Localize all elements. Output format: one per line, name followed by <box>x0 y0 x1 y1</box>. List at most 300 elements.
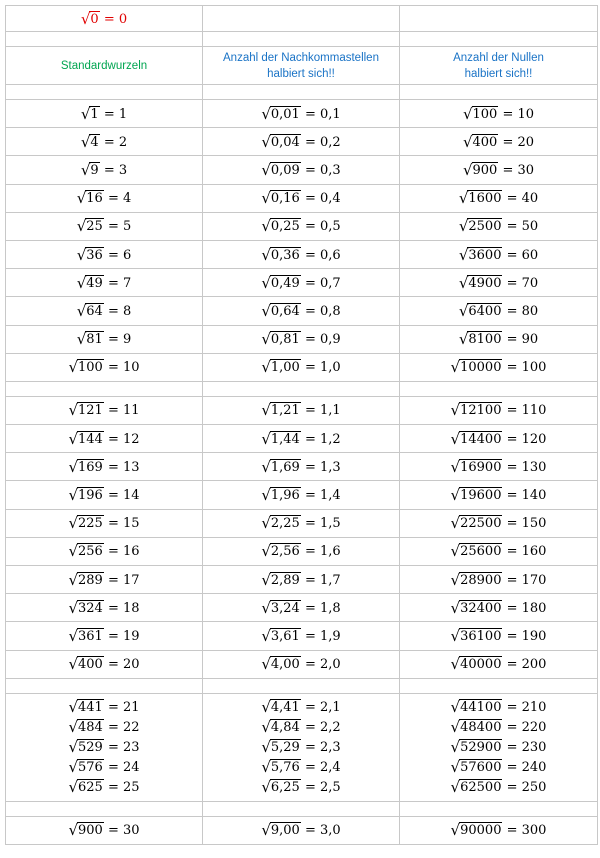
decimal-root-expression <box>261 541 340 561</box>
decimal-root-expression <box>261 654 340 674</box>
standard-root-cell <box>6 650 203 678</box>
standard-root-expression <box>68 777 139 797</box>
sqrt-zero-cell <box>6 6 203 32</box>
standard-root-cell <box>6 425 203 453</box>
radical-sign: √ <box>450 778 461 797</box>
decimal-root-cell <box>203 650 400 678</box>
standard-root-cell <box>6 128 203 156</box>
radical-sign: √ <box>76 330 87 349</box>
hundreds-root-expression <box>463 160 534 180</box>
hundreds-root-cell <box>400 425 598 453</box>
result: = 0,3 <box>300 162 341 178</box>
radical-sign: √ <box>261 542 271 561</box>
radical-sign: √ <box>450 457 461 476</box>
radicand: 0,25 <box>270 219 300 235</box>
result: = 3 <box>99 162 128 178</box>
radical-sign: √ <box>76 217 87 236</box>
hundreds-root-expression <box>451 737 547 757</box>
hundreds-root-expression <box>451 429 547 449</box>
radicand: 3600 <box>468 247 502 263</box>
standard-root-cell <box>6 269 203 297</box>
hundreds-root-cell <box>400 325 598 353</box>
hundreds-root-cell <box>400 240 598 268</box>
hundreds-root-expression <box>451 626 547 646</box>
result: = 30 <box>103 823 140 839</box>
radicand: 40000 <box>460 657 502 673</box>
result: = 1,8 <box>300 600 341 616</box>
decimal-root-expression <box>261 717 340 737</box>
radicand: 12100 <box>460 403 502 419</box>
radicand: 484 <box>78 720 103 736</box>
result: = 12 <box>103 431 140 447</box>
result: = 1 <box>99 106 128 122</box>
result: = 19 <box>103 628 140 644</box>
hundreds-root-cell <box>400 396 598 424</box>
standard-root-expression <box>81 160 127 180</box>
standard-root-expression <box>68 626 139 646</box>
standard-root-expression <box>77 273 132 293</box>
standard-root-group-cell <box>6 693 203 801</box>
table-row <box>6 212 598 240</box>
standard-root-cell <box>6 537 203 565</box>
radical-sign: √ <box>450 401 461 420</box>
result: = 2 <box>99 134 128 150</box>
hundreds-root-cell <box>400 650 598 678</box>
decimal-root-expression <box>261 188 340 208</box>
standard-root-cell <box>6 240 203 268</box>
table-row <box>6 425 598 453</box>
standard-root-cell <box>6 453 203 481</box>
decimal-root-expression <box>261 820 340 840</box>
radicand: 4,84 <box>270 720 300 736</box>
standard-root-cell <box>6 212 203 240</box>
header-standardwurzeln: Standardwurzeln <box>6 47 203 85</box>
hundreds-root-expression <box>451 541 547 561</box>
decimal-root-cell <box>203 325 400 353</box>
radical-sign: √ <box>261 301 271 320</box>
radicand: 10000 <box>460 360 502 376</box>
result: = 90 <box>502 332 539 348</box>
standard-root-expression <box>68 457 139 477</box>
decimal-root-cell <box>203 481 400 509</box>
radicand: 9 <box>90 162 99 178</box>
standard-root-expression <box>68 820 139 840</box>
standard-root-expression <box>77 301 132 321</box>
table-row <box>6 297 598 325</box>
result: = 2,2 <box>300 720 341 736</box>
standard-root-expression <box>68 570 139 590</box>
result: = 0,9 <box>300 332 341 348</box>
radicand: 16 <box>86 191 103 207</box>
decimal-root-cell <box>203 425 400 453</box>
spacer-row <box>6 381 598 396</box>
radical-sign: √ <box>458 189 469 208</box>
standard-root-expression <box>68 400 139 420</box>
decimal-root-expression <box>261 777 340 797</box>
result: = 2,1 <box>300 700 341 716</box>
radical-sign: √ <box>261 698 271 717</box>
decimal-root-expression <box>261 400 340 420</box>
table-row <box>6 269 598 297</box>
radicand: 361 <box>78 628 103 644</box>
result: = 250 <box>502 780 547 796</box>
table-row <box>6 537 598 565</box>
radical-sign: √ <box>450 758 461 777</box>
radicand: 2,56 <box>270 544 300 560</box>
result: = 220 <box>502 720 547 736</box>
radicand: 36100 <box>460 628 502 644</box>
result: = 140 <box>502 488 547 504</box>
radicand: 64 <box>86 303 103 319</box>
result: = 4 <box>103 191 132 207</box>
radicand: 1,96 <box>270 488 300 504</box>
result: = 300 <box>502 823 547 839</box>
radical-sign: √ <box>261 429 271 448</box>
hundreds-root-expression <box>459 216 538 236</box>
radical-sign: √ <box>76 245 87 264</box>
hundreds-root-cell <box>400 453 598 481</box>
result: = 100 <box>502 360 547 376</box>
hundreds-root-expression <box>463 104 534 124</box>
radicand: 169 <box>78 459 103 475</box>
standard-root-expression <box>68 598 139 618</box>
result: = 190 <box>502 628 547 644</box>
radicand: 256 <box>78 544 103 560</box>
standard-root-cell <box>6 481 203 509</box>
decimal-root-cell <box>203 816 400 844</box>
radicand: 32400 <box>460 600 502 616</box>
result: = 1,3 <box>300 459 341 475</box>
result: = 240 <box>502 760 547 776</box>
radical-sign: √ <box>261 718 271 737</box>
standard-root-cell <box>6 297 203 325</box>
radicand: 4900 <box>468 275 502 291</box>
hundreds-root-expression <box>451 570 547 590</box>
decimal-root-expression <box>261 485 340 505</box>
radical-sign: √ <box>261 821 271 840</box>
hundreds-root-cell <box>400 212 598 240</box>
result: = 150 <box>502 516 547 532</box>
standard-root-expression <box>68 541 139 561</box>
decimal-root-cell <box>203 269 400 297</box>
result: = 25 <box>103 780 140 796</box>
decimal-root-cell <box>203 297 400 325</box>
radical-sign: √ <box>261 330 271 349</box>
radical-sign: √ <box>261 598 271 617</box>
radicand: 90000 <box>460 823 502 839</box>
result: = 230 <box>502 740 547 756</box>
radical-sign: √ <box>261 358 271 377</box>
table-row <box>6 816 598 844</box>
radicand: 400 <box>78 657 103 673</box>
radical-sign: √ <box>261 401 271 420</box>
result: = 10 <box>498 106 535 122</box>
radical-sign: √ <box>450 738 461 757</box>
radicand: 3,61 <box>270 628 300 644</box>
radicand: 6,25 <box>270 780 300 796</box>
hundreds-root-expression <box>451 457 547 477</box>
decimal-root-cell <box>203 453 400 481</box>
radical-sign: √ <box>76 189 87 208</box>
result: = 70 <box>502 275 539 291</box>
result: = 6 <box>103 247 132 263</box>
hundreds-root-expression <box>451 485 547 505</box>
radicand: 6400 <box>468 303 502 319</box>
result: = 17 <box>103 572 140 588</box>
radical-sign: √ <box>68 821 79 840</box>
radicand: 0,64 <box>270 303 300 319</box>
radicand: 5,76 <box>270 760 300 776</box>
radical-sign: √ <box>462 160 473 179</box>
table-row <box>6 325 598 353</box>
radicand: 36 <box>86 247 103 263</box>
hundreds-root-expression <box>451 757 547 777</box>
standard-root-expression <box>68 654 139 674</box>
decimal-root-expression <box>261 273 340 293</box>
decimal-root-cell <box>203 100 400 128</box>
hundreds-root-expression <box>451 654 547 674</box>
hundreds-root-cell <box>400 100 598 128</box>
radical-sign: √ <box>68 570 79 589</box>
radicand: 441 <box>78 700 103 716</box>
table-row <box>6 240 598 268</box>
result: = 130 <box>502 459 547 475</box>
result: = 10 <box>103 360 140 376</box>
radicand: 62500 <box>460 780 502 796</box>
radicand: 2,89 <box>270 572 300 588</box>
radicand: 22500 <box>460 516 502 532</box>
result: = 1,5 <box>300 516 341 532</box>
decimal-root-expression <box>261 598 340 618</box>
result: = 1,0 <box>300 360 341 376</box>
decimal-root-cell <box>203 396 400 424</box>
radical-sign: √ <box>450 598 461 617</box>
radicand: 44100 <box>460 700 502 716</box>
radical-sign: √ <box>261 160 271 179</box>
spacer-row <box>6 32 598 47</box>
radical-sign: √ <box>68 429 79 448</box>
result: = 1,6 <box>300 544 341 560</box>
radicand: 100 <box>472 106 498 122</box>
standard-root-cell <box>6 325 203 353</box>
radical-sign: √ <box>450 358 461 377</box>
hundreds-root-expression <box>451 820 547 840</box>
table-row <box>6 453 598 481</box>
table-row <box>6 650 598 678</box>
result: = 14 <box>103 488 140 504</box>
radical-sign: √ <box>68 457 79 476</box>
decimal-root-cell <box>203 622 400 650</box>
hundreds-root-group-cell <box>400 693 598 801</box>
radical-sign: √ <box>261 457 271 476</box>
standard-root-expression <box>68 717 139 737</box>
hundreds-root-expression <box>459 245 538 265</box>
result: = 2,5 <box>300 780 341 796</box>
radical-sign: √ <box>261 104 271 123</box>
decimal-root-cell <box>203 128 400 156</box>
radical-sign: √ <box>68 401 79 420</box>
radical-sign: √ <box>450 486 461 505</box>
hundreds-root-expression <box>451 717 547 737</box>
table-row <box>6 6 598 32</box>
hundreds-root-expression <box>451 598 547 618</box>
result: = 170 <box>502 572 547 588</box>
result: = 11 <box>103 403 140 419</box>
standard-root-expression <box>68 357 139 377</box>
radicand: 0,16 <box>270 191 300 207</box>
result: = 40 <box>502 191 539 207</box>
hundreds-root-expression <box>451 400 547 420</box>
radical-sign: √ <box>261 758 271 777</box>
result: = 30 <box>498 162 535 178</box>
radicand: 0,81 <box>270 332 300 348</box>
result: = 110 <box>502 403 547 419</box>
radicand: 0,09 <box>270 162 300 178</box>
result: = 3,0 <box>300 823 341 839</box>
radical-sign: √ <box>458 330 469 349</box>
standard-root-cell <box>6 509 203 537</box>
result: = 15 <box>103 516 140 532</box>
spacer-row <box>6 85 598 100</box>
header-row <box>6 47 598 85</box>
radical-sign: √ <box>68 542 79 561</box>
standard-root-cell <box>6 594 203 622</box>
hundreds-root-expression <box>459 329 538 349</box>
decimal-root-cell <box>203 184 400 212</box>
standard-root-expression <box>68 513 139 533</box>
radical-sign: √ <box>450 718 461 737</box>
result: = 1,1 <box>300 403 341 419</box>
result: = 24 <box>103 760 140 776</box>
decimal-root-expression <box>261 216 340 236</box>
result: = 18 <box>103 600 140 616</box>
result: = 200 <box>502 657 547 673</box>
hundreds-root-cell <box>400 184 598 212</box>
standard-root-expression <box>68 757 139 777</box>
radicand: 121 <box>78 403 103 419</box>
decimal-root-expression <box>261 457 340 477</box>
result: = 160 <box>502 544 547 560</box>
decimal-root-expression <box>261 357 340 377</box>
radicand: 28900 <box>460 572 502 588</box>
table-row <box>6 594 598 622</box>
radical-sign: √ <box>68 778 79 797</box>
radical-sign: √ <box>450 821 461 840</box>
decimal-root-expression <box>261 570 340 590</box>
radicand: 225 <box>78 516 103 532</box>
radicand: 0,36 <box>270 247 300 263</box>
result: = 1,2 <box>300 431 341 447</box>
table-row <box>6 156 598 184</box>
radical-sign: √ <box>261 245 271 264</box>
radicand: 0,01 <box>270 106 300 122</box>
radical-sign: √ <box>68 626 79 645</box>
result: = 22 <box>103 720 140 736</box>
table-row <box>6 100 598 128</box>
radical-sign: √ <box>261 132 271 151</box>
standard-root-cell <box>6 100 203 128</box>
radical-sign: √ <box>68 486 79 505</box>
radical-sign: √ <box>68 718 79 737</box>
decimal-root-cell <box>203 353 400 381</box>
radical-sign: √ <box>68 655 79 674</box>
result: = 20 <box>103 657 140 673</box>
radical-sign: √ <box>450 570 461 589</box>
hundreds-root-cell <box>400 566 598 594</box>
result: = 0,8 <box>300 303 341 319</box>
radical-sign: √ <box>261 189 271 208</box>
result: = 0,2 <box>300 134 341 150</box>
result: = 16 <box>103 544 140 560</box>
decimal-root-expression <box>261 301 340 321</box>
square-root-table <box>5 5 598 845</box>
radical-sign: √ <box>450 542 461 561</box>
radicand: 3,24 <box>270 600 300 616</box>
decimal-root-expression <box>261 737 340 757</box>
standard-root-expression <box>77 329 132 349</box>
radical-sign: √ <box>261 273 271 292</box>
standard-root-cell <box>6 622 203 650</box>
result: = 23 <box>103 740 140 756</box>
radicand: 1,69 <box>270 459 300 475</box>
header-nullen: Anzahl der Nullen halbiert sich!! <box>400 47 598 85</box>
table-row <box>6 566 598 594</box>
radicand: 900 <box>78 823 103 839</box>
hundreds-root-cell <box>400 481 598 509</box>
radical-sign: √ <box>450 698 461 717</box>
radical-sign: √ <box>450 655 461 674</box>
radicand: 900 <box>472 162 498 178</box>
spacer-row <box>6 678 598 693</box>
radicand: 1,00 <box>270 360 300 376</box>
result: = 8 <box>103 303 132 319</box>
table-row <box>6 509 598 537</box>
hundreds-root-expression <box>451 357 547 377</box>
radicand: 57600 <box>460 760 502 776</box>
table-row <box>6 481 598 509</box>
result: = 2,3 <box>300 740 341 756</box>
radicand: 16900 <box>460 459 502 475</box>
hundreds-root-cell <box>400 622 598 650</box>
decimal-root-expression <box>261 132 340 152</box>
radicand: 2,25 <box>270 516 300 532</box>
result: = 7 <box>103 275 132 291</box>
decimal-root-cell <box>203 594 400 622</box>
radical-sign: √ <box>261 486 271 505</box>
decimal-root-expression <box>261 429 340 449</box>
result: = 0,4 <box>300 191 341 207</box>
radical-sign: √ <box>76 301 87 320</box>
standard-root-cell <box>6 566 203 594</box>
result: = 1,7 <box>300 572 341 588</box>
hundreds-root-expression <box>459 188 538 208</box>
result: = 60 <box>502 247 539 263</box>
radical-sign: √ <box>261 655 271 674</box>
radicand: 19600 <box>460 488 502 504</box>
hundreds-root-cell <box>400 594 598 622</box>
hundreds-root-cell <box>400 353 598 381</box>
header-nachkommastellen: Anzahl der Nachkommastellen halbiert sich!! <box>203 47 400 85</box>
radicand: 0,04 <box>270 134 300 150</box>
standard-root-expression <box>68 429 139 449</box>
result: = 0,7 <box>300 275 341 291</box>
radicand: 625 <box>78 780 103 796</box>
radical-sign: √ <box>462 104 473 123</box>
table-row <box>6 184 598 212</box>
decimal-root-expression <box>261 245 340 265</box>
hundreds-root-expression <box>463 132 534 152</box>
decimal-root-cell <box>203 537 400 565</box>
